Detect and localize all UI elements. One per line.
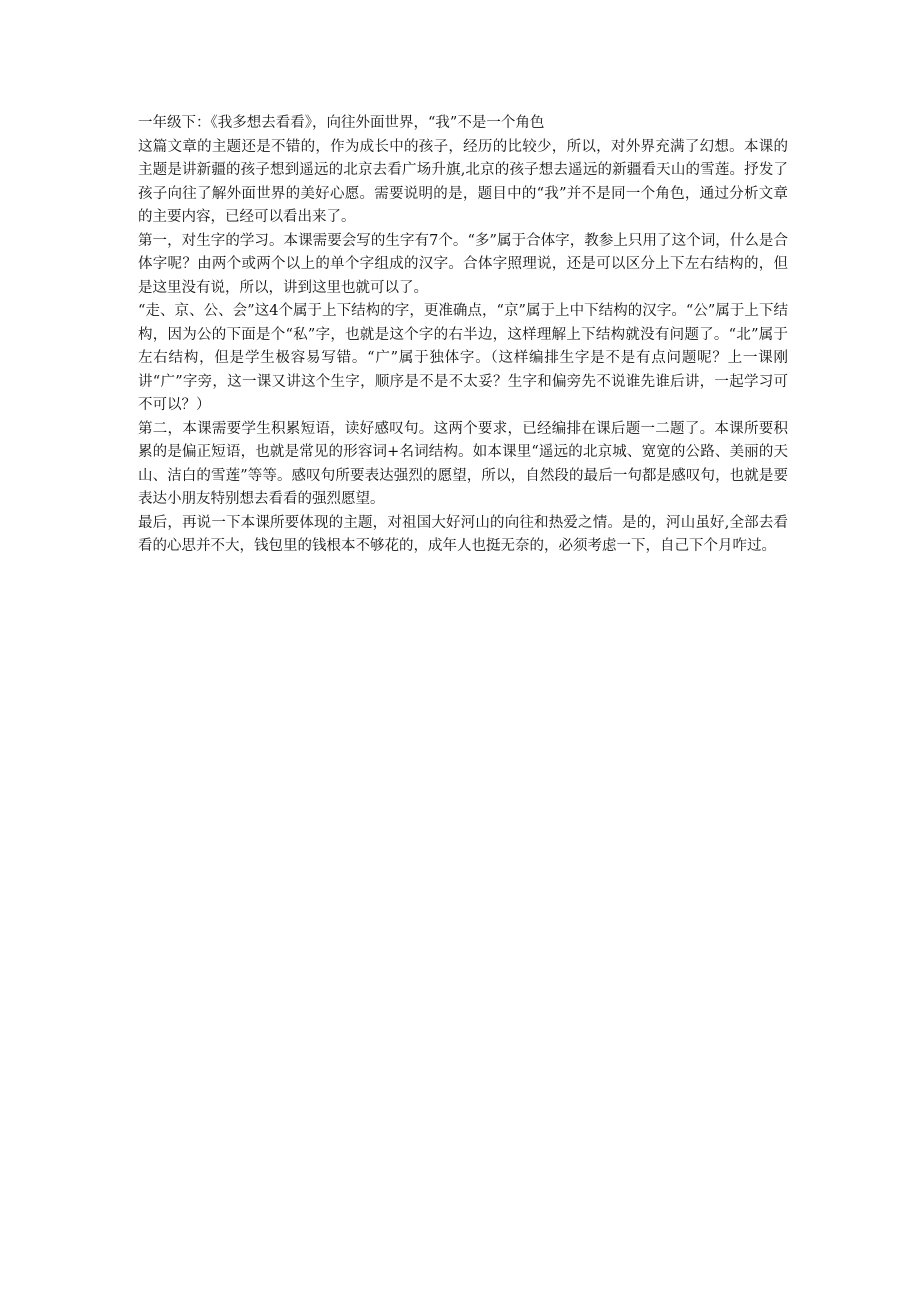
paragraph-intro: 这篇文章的主题还是不错的，作为成长中的孩子，经历的比较少，所以，对外界充满了幻想。本课的主题是讲新疆的孩子想到遥远的北京去看广场升旗,北京的孩子想去遥远的新疆看天山的雪莲。抒发了孩子向往了解外面世界的美好心愿。需要说明的是，题目中的“我”并不是同一个角色，通过分析文章的主要内容，已经可以看出来了。	[138, 138, 788, 225]
paragraph-conclusion: 最后，再说一下本课所要体现的主题，对祖国大好河山的向往和热爱之情。是的，河山虽好,全部去看看的心思并不大，钱包里的钱根本不够花的，成年人也挺无奈的，必须考虑一下，自己下个月咋过。	[138, 514, 788, 554]
document-body	[138, 112, 788, 559]
paragraph-first-point: 第一，对生字的学习。本课需要会写的生字有7个。“多”属于合体字，教参上只用了这个词，什么是合体字呢？由两个或两个以上的单个字组成的汉字。合体字照理说，还是可以区分上下左右结构的，但是这里没有说，所以，讲到这里也就可以了。	[138, 232, 788, 296]
paragraph-second-point: 第二，本课需要学生积累短语，读好感叹句。这两个要求，已经编排在课后题一二题了。本课所要积累的是偏正短语，也就是常见的形容词+名词结构。如本课里“遥远的北京城、宽宽的公路、美丽的天山、洁白的雪莲”等等。感叹句所要表达强烈的愿望，所以，自然段的最后一句都是感叹句，也就是要表达小朋友特别想去看看的强烈愿望。	[138, 420, 788, 507]
paragraph-character-structure: “走、京、公、会”这4个属于上下结构的字，更准确点，“京”属于上中下结构的汉字。“公”属于上下结构，因为公的下面是个“私”字，也就是这个字的右半边，这样理解上下结构就没有问题了。“北”属于左右结构，但是学生极容易写错。“广”属于独体字。（这样编排生字是不是有点问题呢？上一课刚讲“广”字旁，这一课又讲这个生字，顺序是不是不太妥？生字和偏旁先不说谁先谁后讲，一起学习可不可以？）	[138, 303, 788, 413]
document-title: 一年级下：《我多想去看看》，向往外面世界，“我”不是一个角色	[138, 115, 545, 131]
